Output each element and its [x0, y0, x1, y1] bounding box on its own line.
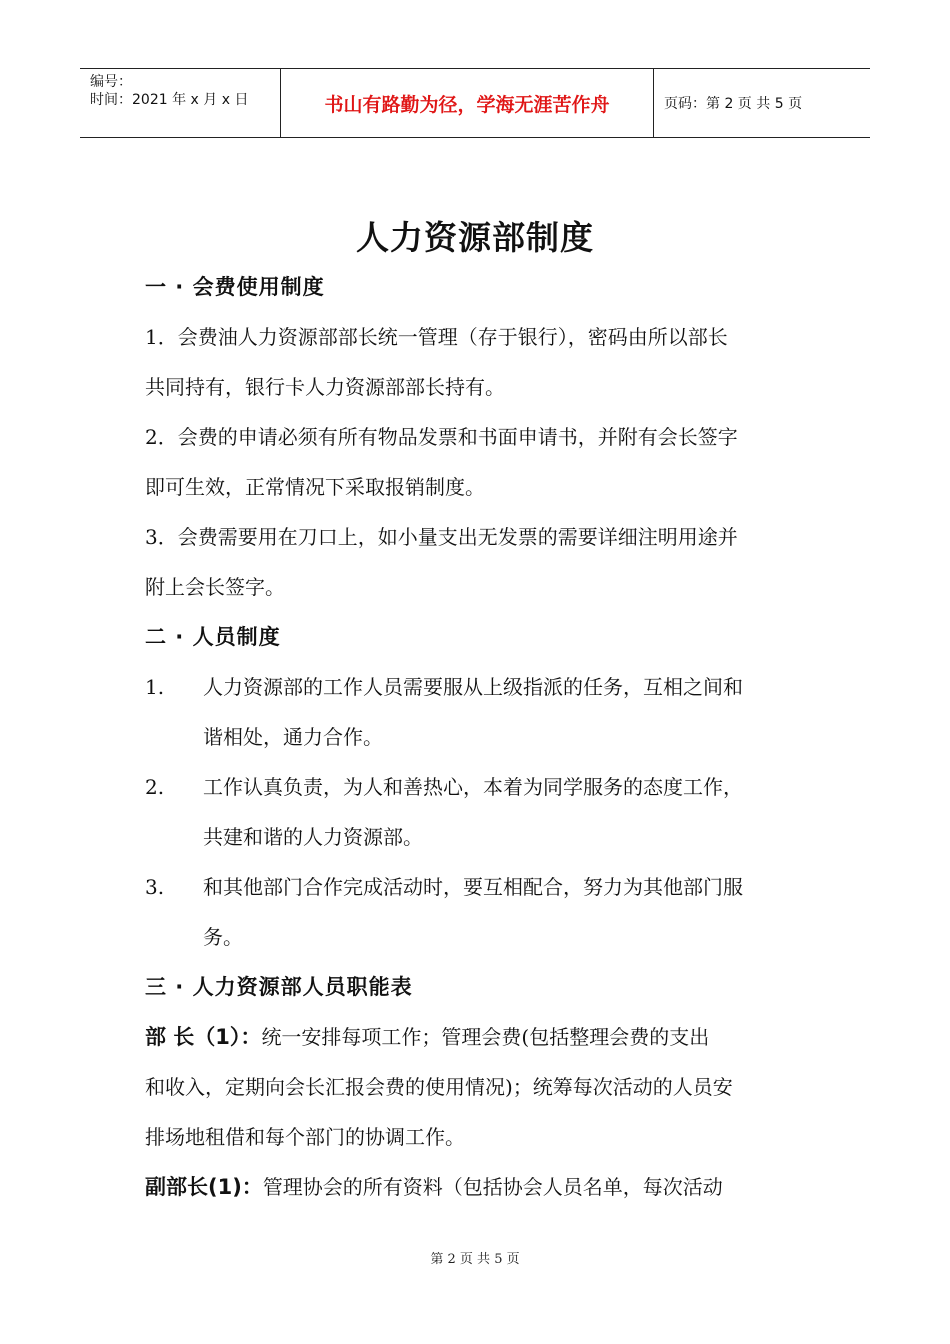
list-text: 工作认真负责，为人和善热心，本着为同学服务的态度工作，	[203, 775, 743, 799]
list-item	[145, 862, 810, 912]
list-number: 3.	[145, 875, 165, 899]
header-motto: 书山有路勤为径，学海无涯苦作舟	[281, 69, 654, 137]
number-label: 编号：	[90, 74, 132, 90]
page-header	[80, 68, 870, 138]
list-item	[145, 762, 810, 812]
list-text: 和其他部门合作完成活动时，要互相配合，努力为其他部门服	[203, 875, 743, 899]
page-footer: 第 2 页 共 5 页	[430, 1252, 520, 1267]
section-heading-1: 一 · 会费使用制度	[145, 275, 325, 299]
role-text: 统一安排每项工作；管理会费(包括整理会费的支出	[261, 1025, 710, 1049]
role-text: 管理协会的所有资料（包括协会人员名单，每次活动	[262, 1175, 723, 1199]
document-body	[145, 262, 810, 1212]
list-text: 人力资源部的工作人员需要服从上级指派的任务，互相之间和	[203, 675, 743, 699]
section-heading-3: 三 · 人力资源部人员职能表	[145, 975, 413, 999]
role-label: 部 长（1）：	[145, 1025, 262, 1049]
list-number: 2.	[145, 775, 165, 799]
paragraph-line: 2．会费的申请必须有所有物品发票和书面申请书，并附有会长签字	[145, 425, 738, 449]
list-item	[145, 662, 810, 712]
paragraph-line: 共同持有，银行卡人力资源部部长持有。	[145, 375, 505, 399]
section-heading-2: 二 · 人员制度	[145, 625, 281, 649]
list-continuation: 共建和谐的人力资源部。	[203, 825, 423, 849]
paragraph-line: 附上会长签字。	[145, 575, 285, 599]
paragraph-line: 和收入，定期向会长汇报会费的使用情况)；统筹每次活动的人员安	[145, 1075, 733, 1099]
document-title: 人力资源部制度	[356, 218, 594, 257]
role-line	[145, 1012, 810, 1062]
paragraph-line: 1．会费油人力资源部部长统一管理（存于银行），密码由所以部长	[145, 325, 728, 349]
paragraph-line: 3．会费需要用在刀口上，如小量支出无发票的需要详细注明用途并	[145, 525, 738, 549]
list-continuation: 谐相处，通力合作。	[203, 725, 383, 749]
role-label: 副部长(1)：	[145, 1175, 263, 1199]
role-line	[145, 1162, 810, 1212]
list-continuation: 务。	[203, 925, 243, 949]
header-page-code: 页码：第 2 页 共 5 页	[664, 96, 803, 112]
list-number: 1.	[145, 675, 165, 699]
time-label: 时间：2021 年 x 月 x 日	[90, 92, 249, 108]
paragraph-line: 即可生效，正常情况下采取报销制度。	[145, 475, 485, 499]
header-meta	[80, 69, 281, 137]
paragraph-line: 排场地租借和每个部门的协调工作。	[145, 1125, 465, 1149]
